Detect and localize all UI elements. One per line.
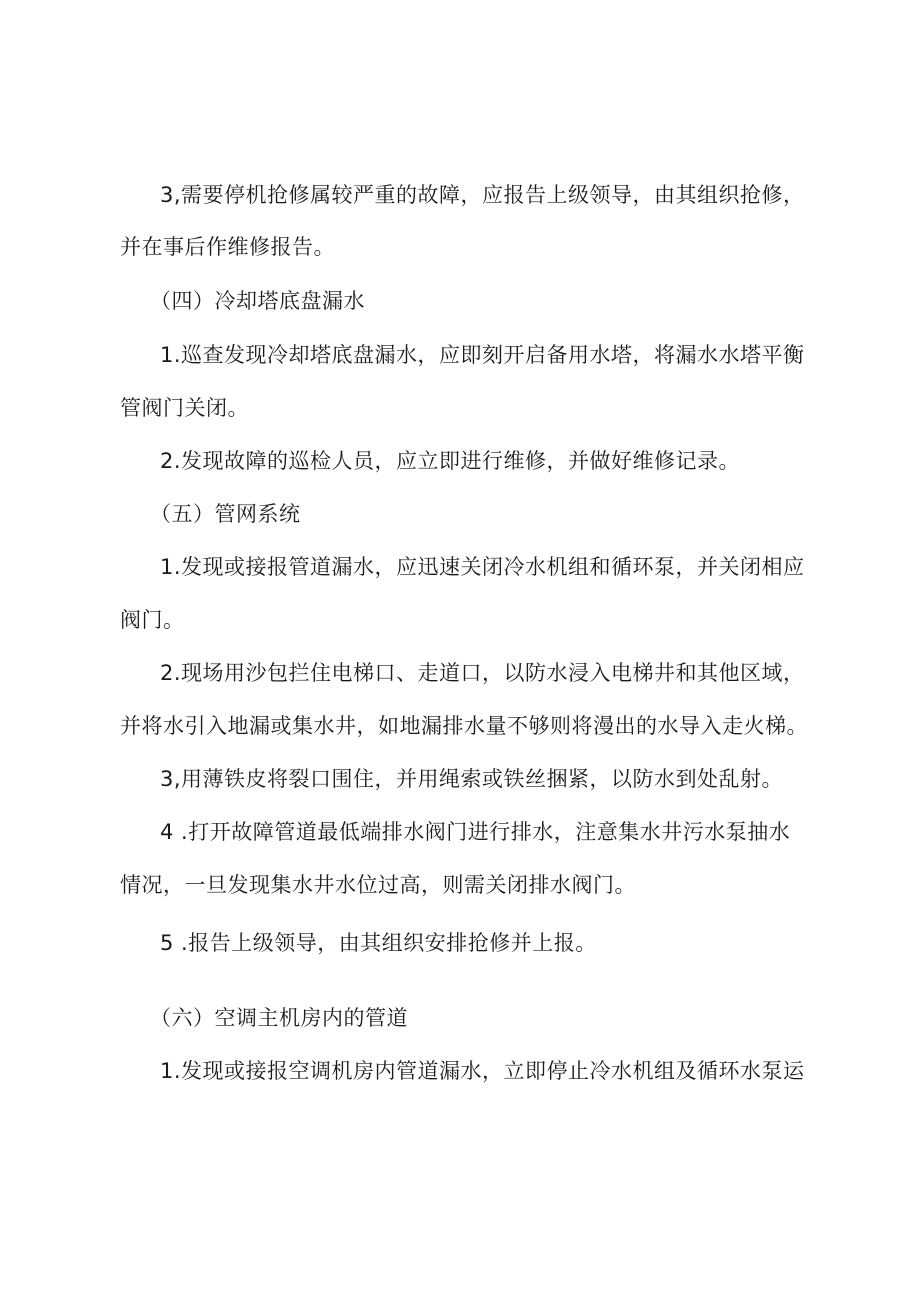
paragraph-line: 5 .报告上级领导，由其组织安排抢修并上报。 <box>160 931 597 955</box>
paragraph-line: 1.发现或接报管道漏水，应迅速关闭冷水机组和循环泵，并关闭相应 <box>160 555 805 579</box>
paragraph-line: 并在事后作维修报告。 <box>120 235 335 259</box>
paragraph-line: 阀门。 <box>120 608 185 632</box>
paragraph-line: 1.发现或接报空调机房内管道漏水，立即停止冷水机组及循环水泵运 <box>160 1059 805 1083</box>
paragraph-line: 管阀门关闭。 <box>120 396 249 420</box>
paragraph-line: 4 .打开故障管道最低端排水阀门进行排水，注意集水井污水泵抽水 <box>160 820 791 844</box>
paragraph-line: 并将水引入地漏或集水井，如地漏排水量不够则将漫出的水导入走火梯。 <box>120 714 808 738</box>
paragraph-line: 1.巡查发现冷却塔底盘漏水，应即刻开启备用水塔，将漏水水塔平衡 <box>160 343 805 367</box>
paragraph-line: 情况，一旦发现集水井水位过高，则需关闭排水阀门。 <box>120 873 636 897</box>
paragraph-line: 2.现场用沙包拦住电梯口、走道口，以防水浸入电梯井和其他区域， <box>160 661 805 685</box>
section-heading: （四）冷却塔底盘漏水 <box>150 289 365 313</box>
paragraph-line: 3,需要停机抢修属较严重的故障，应报告上级领导，由其组织抢修， <box>160 183 805 207</box>
paragraph-line: 3,用薄铁皮将裂口围住，并用绳索或铁丝捆紧，以防水到处乱射。 <box>160 767 784 791</box>
section-heading: （五）管网系统 <box>150 502 301 526</box>
section-heading: （六）空调主机房内的管道 <box>150 1006 408 1030</box>
paragraph-line: 2.发现故障的巡检人员，应立即进行维修，并做好维修记录。 <box>160 449 741 473</box>
